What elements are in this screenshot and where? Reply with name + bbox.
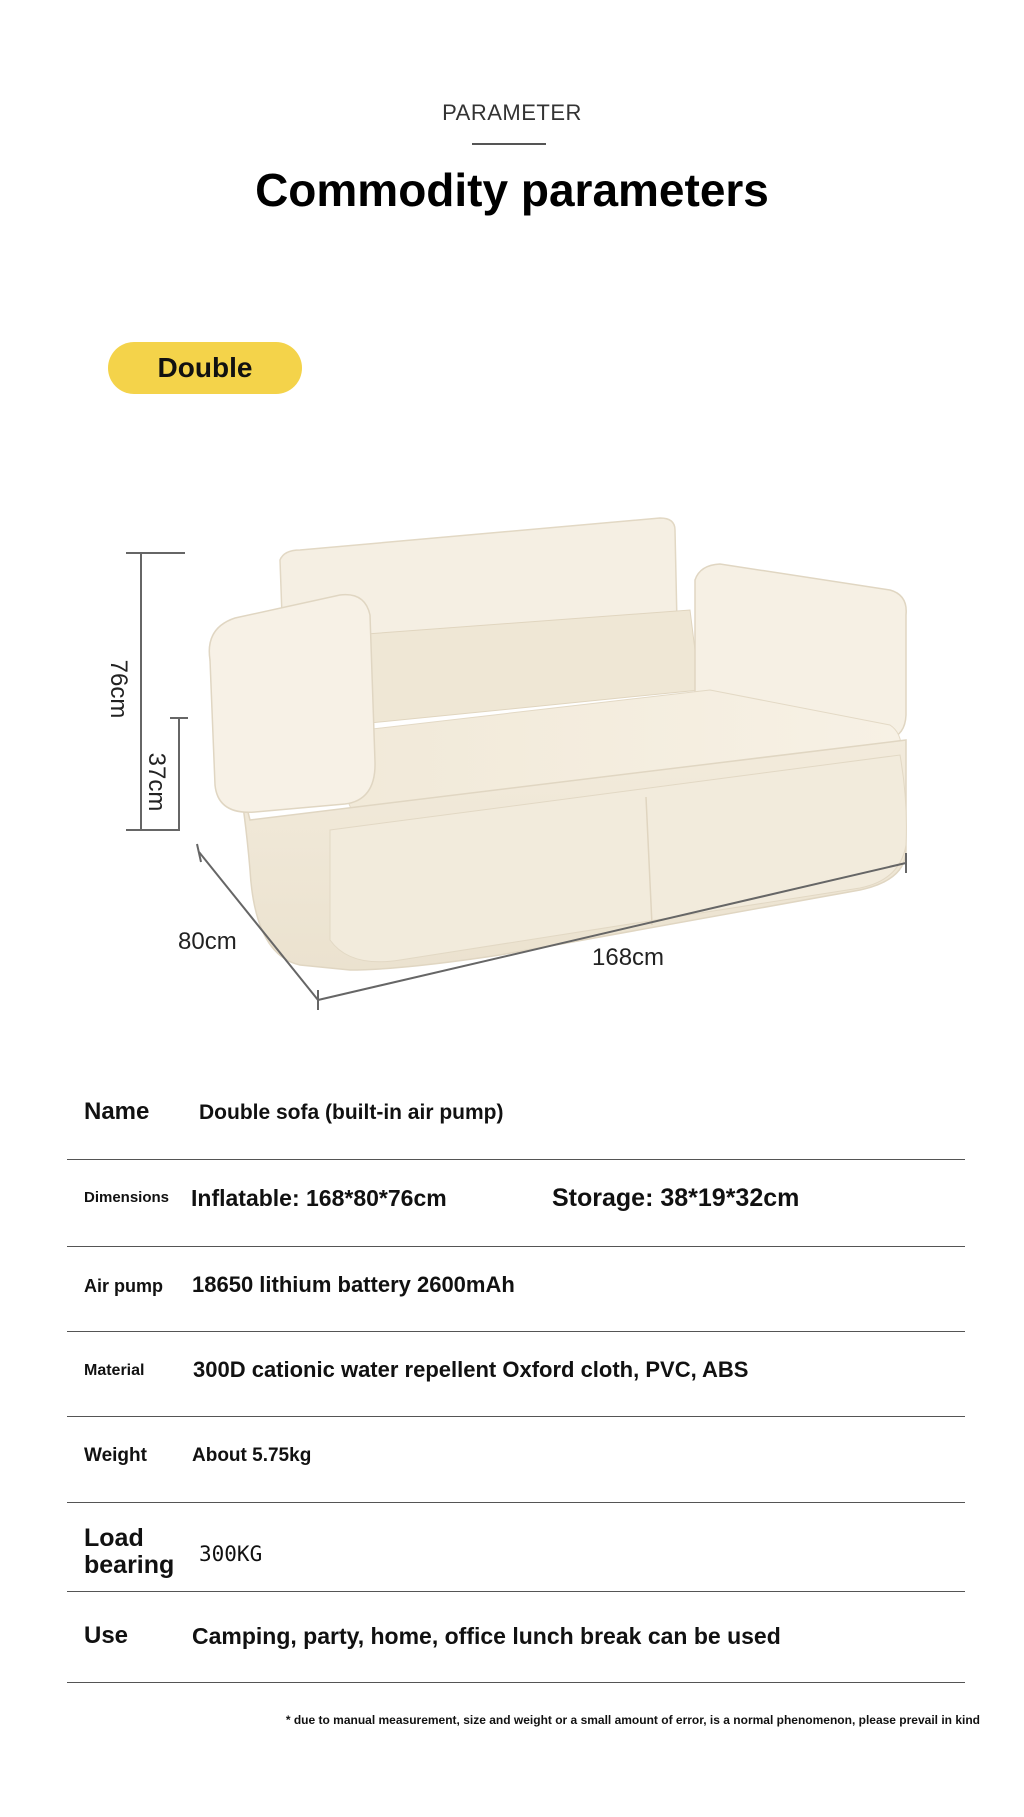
spec-label-use: Use — [84, 1622, 129, 1649]
spec-label-load-line1: Load — [84, 1524, 144, 1552]
height-dimension-label: 76cm — [105, 659, 132, 719]
spec-label-name: Name — [84, 1098, 150, 1125]
seat-height-dimension — [170, 718, 188, 830]
sofa-left-arm — [209, 595, 375, 813]
spec-label-weight: Weight — [84, 1445, 147, 1466]
disclaimer-footnote: * due to manual measurement, size and weight or a small amount of error, is a normal phenomenon, please prevail in kind — [285, 1713, 980, 1727]
spec-value-air-pump: 18650 lithium battery 2600mAh — [192, 1272, 515, 1297]
spec-value-material: 300D cationic water repellent Oxford cloth, PVC, ABS — [193, 1357, 749, 1382]
variant-badge: Double — [108, 342, 302, 394]
spec-value-weight: About 5.75kg — [192, 1445, 312, 1466]
eyebrow-divider — [472, 143, 546, 145]
spec-label-dimensions: Dimensions — [84, 1189, 170, 1206]
section-eyebrow: PARAMETER — [442, 100, 582, 125]
spec-label-load-line2: bearing — [84, 1551, 175, 1579]
spec-value-use: Camping, party, home, office lunch break can be used — [192, 1623, 781, 1649]
width-dimension-label: 168cm — [592, 944, 665, 971]
depth-dimension-label: 80cm — [178, 928, 237, 955]
spec-value-storage: Storage: 38*19*32cm — [552, 1184, 800, 1212]
spec-value-name: Double sofa (built-in air pump) — [199, 1101, 504, 1124]
spec-label-air-pump: Air pump — [84, 1276, 163, 1296]
spec-label-material: Material — [84, 1362, 145, 1379]
page-title: Commodity parameters — [255, 164, 769, 216]
spec-value-inflatable: Inflatable: 168*80*76cm — [191, 1185, 447, 1211]
spec-value-load-bearing: 300KG — [199, 1542, 263, 1566]
seat-height-dimension-label: 37cm — [143, 752, 170, 812]
spec-label-load-bearing — [84, 1525, 174, 1579]
